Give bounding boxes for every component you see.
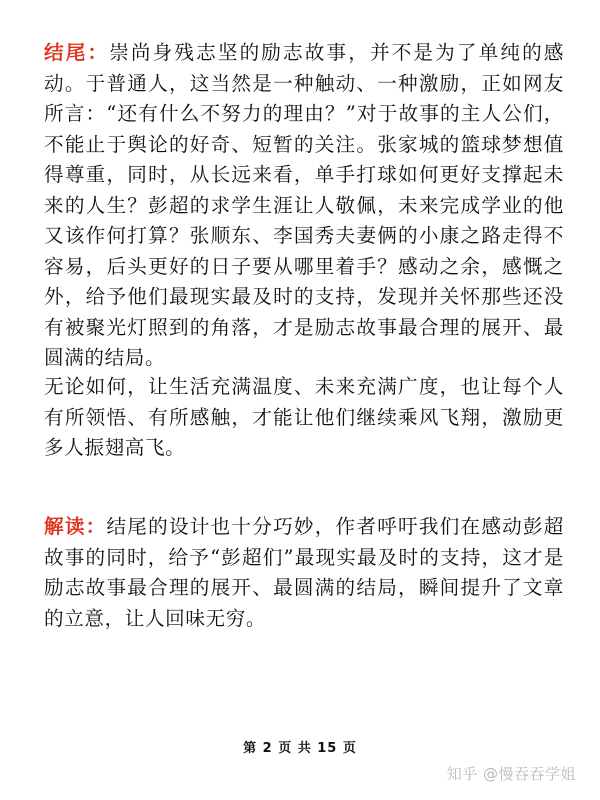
analysis-paragraph	[44, 512, 564, 634]
ending-label: 结尾：	[44, 41, 110, 64]
zhihu-watermark: 知乎 @慢吞吞学姐	[446, 765, 576, 783]
ending-paragraph-2	[44, 372, 564, 464]
ending-text-2: 无论如何，让生活充满温度、未来充满广度，也让每个人有所领悟、有所感触，才能让他们继续乘风飞翔，激励更多人振翅高飞。	[44, 375, 564, 459]
ending-text: 崇尚身残志坚的励志故事，并不是为了单纯的感动。于普通人，这当然是一种触动、一种激励，正如网友所言：“还有什么不努力的理由？”对于故事的主人公们，不能止于舆论的好奇、短暂的关注。张家城的篮球梦想值得尊重，同时，从长远来看，单手打球如何更好支撑起未来的人生？彭超的求学生涯让人敬佩，未来完成学业的他又该作何打算？张顺东、李国秀夫妻俩的小康之路走得不容易，后头更好的日子要从哪里着手？感动之余，感慨之外，给予他们最现实最及时的支持，发现并关怀那些还没有被聚光灯照到的角落，才是励志故事最合理的展开、最圆满的结局。	[44, 41, 564, 369]
analysis-text: 结尾的设计也十分巧妙，作者呼吁我们在感动彭超故事的同时，给予“彭超们”最现实最及时的支持，这才是励志故事最合理的展开、最圆满的结局，瞬间提升了文章的立意，让人回味无穷。	[44, 515, 564, 630]
page-number: 第 2 页 共 15 页	[243, 741, 357, 756]
ending-paragraph	[44, 38, 564, 374]
analysis-label: 解读：	[44, 515, 107, 538]
